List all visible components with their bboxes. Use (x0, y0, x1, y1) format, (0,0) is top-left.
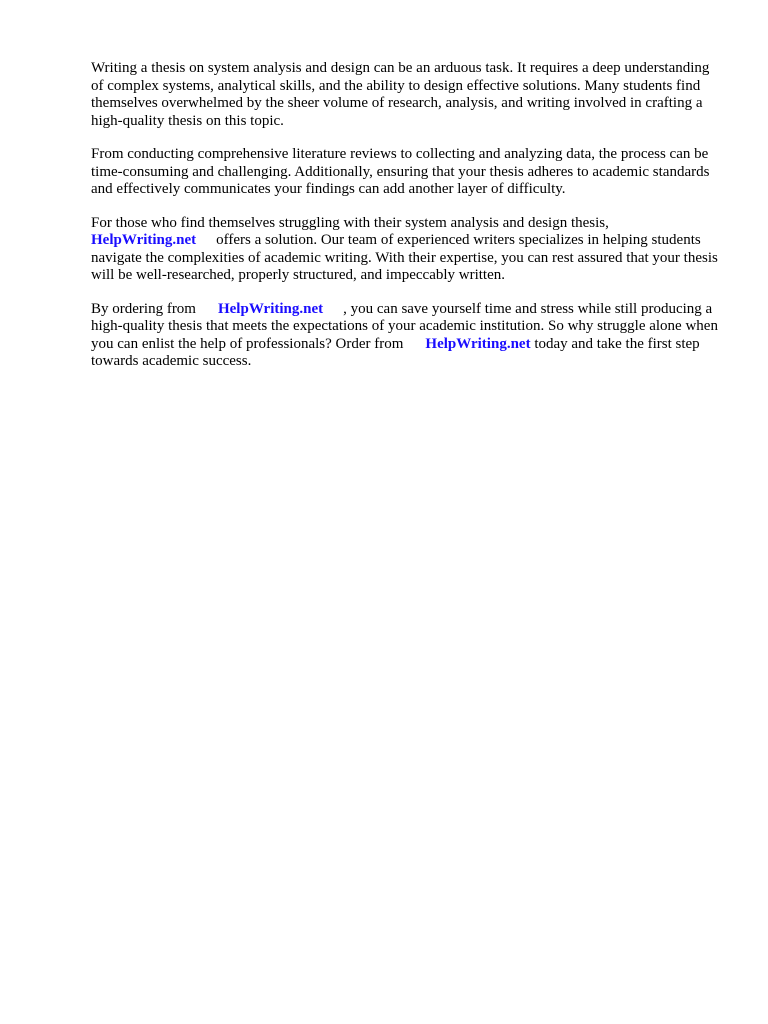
paragraph-intro-text: Writing a thesis on system analysis and design can be an arduous task. It requires a deep understanding of complex systems, analytical skills, and the ability to design effective solutions. Many students find themselves overwhelmed by the sheer volume of research, analysis, and writing involved in crafting a high-quality thesis on this topic. (91, 60, 710, 129)
paragraph-ordering-text-after: today and take the first step towards academic success. (91, 335, 700, 369)
helpwriting-link-2[interactable]: HelpWriting.net (217, 300, 324, 317)
document-page (91, 60, 719, 387)
paragraph-ordering (91, 301, 719, 371)
paragraph-solution-text-before: For those who find themselves struggling with their system analysis and design thesis, (91, 214, 609, 231)
paragraph-process (91, 146, 719, 199)
paragraph-ordering-text-middle: , you can save yourself time and stress while still producing a high-quality thesis that meets the expectations of your academic institution. So why struggle alone when you can enlist the help of professionals? Order from (91, 300, 718, 352)
paragraph-ordering-text-before: By ordering from (91, 300, 196, 317)
helpwriting-link-1[interactable]: HelpWriting.net (91, 232, 197, 248)
paragraph-solution (91, 215, 719, 285)
paragraph-solution-text-after: offers a solution. Our team of experienced writers specializes in helping students navigate the complexities of academic writing. With their expertise, you can rest assured that your thesis will be well-researched, properly structured, and impeccably written. (91, 232, 718, 283)
paragraph-intro (91, 60, 719, 130)
helpwriting-link-3[interactable]: HelpWriting.net (425, 335, 531, 352)
paragraph-process-text: From conducting comprehensive literature reviews to collecting and analyzing data, the process can be time-consuming and challenging. Additionally, ensuring that your thesis adheres to academic standards and effectively communicates your findings can add another layer of difficulty. (91, 146, 710, 197)
